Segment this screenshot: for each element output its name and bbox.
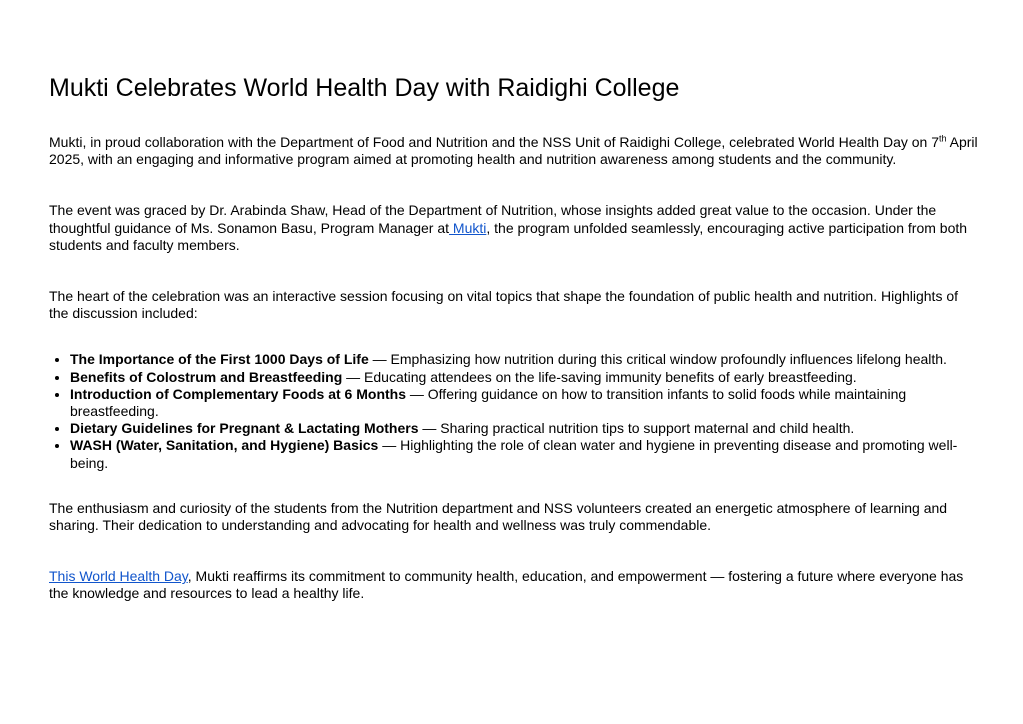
list-item-title: Benefits of Colostrum and Breastfeeding (70, 368, 343, 385)
highlights-list (49, 351, 979, 471)
intro-text-continued: April 2025, with an engaging and informative program aimed at promoting health and nutrition awareness among students and the community. (49, 134, 978, 168)
event-text-continued: , the program unfolded seamlessly, encouraging active participation from both students and faculty members. (49, 219, 968, 253)
list-item-title: Dietary Guidelines for Pregnant & Lactating Mothers (70, 420, 419, 437)
session-paragraph: The heart of the celebration was an interactive session focusing on vital topics that shape the foundation of public health and nutrition. Highlights of the discussion included: (49, 288, 959, 322)
list-item-text: — Sharing practical nutrition tips to support maternal and child health. (418, 420, 855, 437)
closing-text: , Mukti reaffirms its commitment to community health, education, and empowerment — fostering a future where everyone has the knowledge and resources to lead a healthy life. (49, 568, 964, 602)
intro-paragraph (49, 134, 979, 168)
list-item (70, 437, 979, 471)
list-item-title: WASH (Water, Sanitation, and Hygiene) Basics (70, 437, 379, 454)
closing-paragraph (49, 568, 979, 602)
event-text: The event was graced by Dr. Arabinda Shaw, Head of the Department of Nutrition, whose insights added great value to the occasion. Under the thoughtful guidance of Ms. Sonamon Basu, Program Manager at (49, 202, 937, 236)
intro-text: Mukti, in proud collaboration with the Department of Food and Nutrition and the NSS Unit of Raidighi College, celebrated World Health Day on 7 (49, 134, 940, 150)
list-item-text: — Educating attendees on the life-saving immunity benefits of early breastfeeding. (342, 368, 857, 385)
list-item (70, 386, 979, 420)
list-item-title: The Importance of the First 1000 Days of Life (70, 351, 369, 368)
list-item (70, 420, 979, 437)
list-item-text: — Offering guidance on how to transition infants to solid foods while maintaining breastfeeding. (70, 385, 907, 420)
list-item (70, 369, 979, 386)
article-title: Mukti Celebrates World Health Day with Raidighi College (49, 74, 680, 102)
date-ordinal-suffix: th (939, 133, 947, 144)
mukti-link[interactable]: Mukti (449, 219, 487, 236)
event-paragraph (49, 202, 979, 254)
list-item (70, 351, 979, 368)
world-health-day-link[interactable]: This World Health Day (49, 568, 188, 585)
list-item-text: — Highlighting the role of clean water and hygiene in preventing disease and promoting well-being. (70, 437, 958, 471)
enthusiasm-paragraph: The enthusiasm and curiosity of the students from the Nutrition department and NSS volunteers created an energetic atmosphere of learning and sharing. Their dedication to understanding and advocating for health and wellness was truly commendable. (49, 499, 948, 534)
article (49, 72, 979, 603)
list-item-text: — Emphasizing how nutrition during this critical window profoundly influences lifelong health. (368, 351, 947, 368)
list-item-title: Introduction of Complementary Foods at 6 Months (70, 385, 406, 402)
